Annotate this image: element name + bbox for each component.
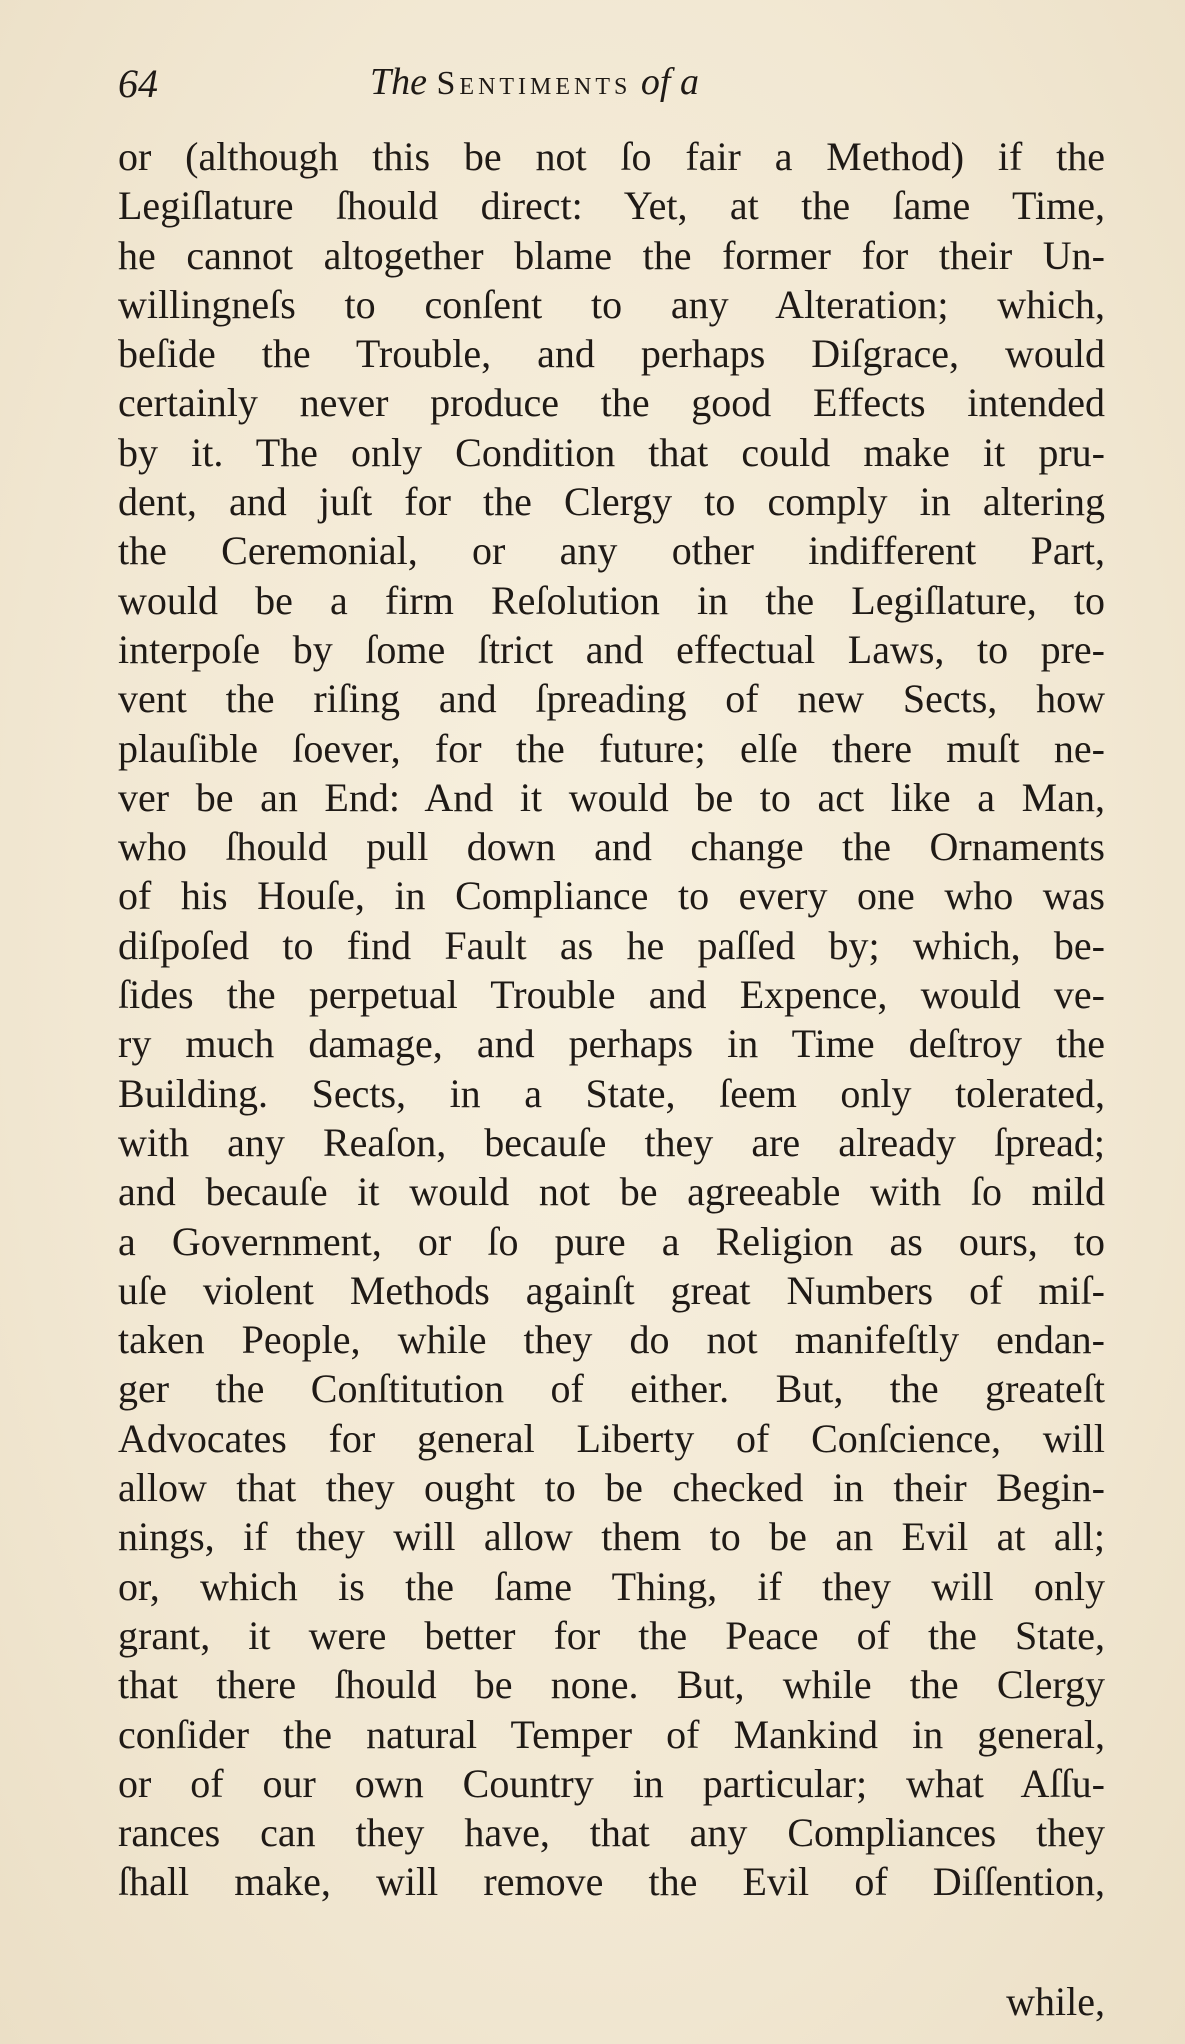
text-line: Legiſlature ſhould direct: Yet, at the ſame Time,	[118, 183, 1105, 229]
text-line: Building. Sects, in a State, ſeem only tolerated,	[118, 1070, 1105, 1116]
running-title-suffix: of a	[640, 61, 699, 103]
text-line: uſe violent Methods againſt great Numbers of miſ-	[118, 1267, 1105, 1313]
text-line: of his Houſe, in Compliance to every one who was	[118, 873, 1105, 919]
text-line: by it. The only Condition that could make it pru-	[118, 429, 1105, 475]
running-head	[118, 60, 848, 120]
text-line: or of our own Country in particular; what Aſſu-	[118, 1760, 1105, 1806]
text-line: conſider the natural Temper of Mankind in general,	[118, 1711, 1105, 1757]
text-line: plauſible ſoever, for the future; elſe there muſt ne-	[118, 725, 1105, 771]
text-line: would be a firm Reſolution in the Legiſlature, to	[118, 577, 1105, 623]
text-line: or, which is the ſame Thing, if they will only	[118, 1563, 1105, 1609]
text-line: with any Reaſon, becauſe they are already ſpread;	[118, 1119, 1105, 1165]
text-line: grant, it were better for the Peace of the State,	[118, 1612, 1105, 1658]
text-line: he cannot altogether blame the former for their Un-	[118, 232, 1105, 278]
text-line: Advocates for general Liberty of Conſcience, will	[118, 1415, 1105, 1461]
text-line: taken People, while they do not manifeſtly endan-	[118, 1317, 1105, 1363]
text-line: willingneſs to conſent to any Alteration; which,	[118, 281, 1105, 327]
text-line: vent the riſing and ſpreading of new Sects, how	[118, 676, 1105, 722]
text-line: that there ſhould be none. But, while the Clergy	[118, 1662, 1105, 1708]
text-line: certainly never produce the good Effects intended	[118, 380, 1105, 426]
text-line: ſides the perpetual Trouble and Expence, would ve-	[118, 972, 1105, 1018]
text-line: dent, and juſt for the Clergy to comply in altering	[118, 479, 1105, 525]
running-title	[370, 60, 699, 104]
page-number: 64	[118, 61, 158, 106]
text-line: or (although this be not ſo fair a Method) if the	[118, 134, 1105, 179]
text-line: who ſhould pull down and change the Ornaments	[118, 824, 1105, 870]
text-line: allow that they ought to be checked in their Begin-	[118, 1465, 1105, 1511]
text-line: nings, if they will allow them to be an Evil at all;	[118, 1514, 1105, 1560]
body-text	[118, 132, 1105, 1907]
text-line: and becauſe it would not be agreeable with ſo mild	[118, 1169, 1105, 1215]
running-title-prefix: The	[370, 61, 427, 103]
text-line: interpoſe by ſome ſtrict and effectual Laws, to pre-	[118, 626, 1105, 672]
text-line: a Government, or ſo pure a Religion as ours, to	[118, 1218, 1105, 1264]
text-line: ry much damage, and perhaps in Time deſtroy the	[118, 1021, 1105, 1067]
text-line: ger the Conſtitution of either. But, the greateſt	[118, 1366, 1105, 1412]
text-line: diſpoſed to find Fault as he paſſed by; which, be-	[118, 922, 1105, 968]
text-line: beſide the Trouble, and perhaps Diſgrace, would	[118, 331, 1105, 377]
text-line: rances can they have, that any Compliances they	[118, 1810, 1105, 1856]
text-line: ſhall make, will remove the Evil of Diſſention,	[118, 1859, 1105, 1905]
text-line: the Ceremonial, or any other indifferent Part,	[118, 528, 1105, 574]
running-title-main: Sentiments	[436, 65, 632, 102]
text-line: ver be an End: And it would be to act like a Man,	[118, 774, 1105, 820]
catchword: while,	[1006, 1979, 1105, 2024]
